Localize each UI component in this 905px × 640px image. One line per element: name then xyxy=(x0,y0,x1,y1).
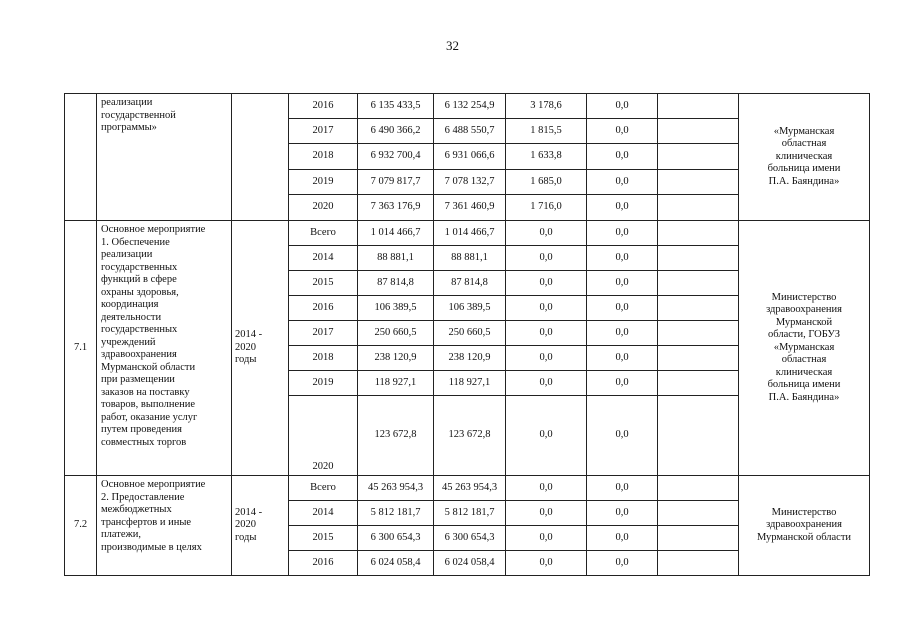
row-number-cell: 7.2 xyxy=(65,476,97,576)
year-cell: 2016 xyxy=(289,551,358,576)
total-cell: 45 263 954,3 xyxy=(358,476,434,501)
regional-budget-cell: 88 881,1 xyxy=(434,246,506,271)
federal-budget-cell: 3 178,6 xyxy=(506,94,587,119)
year-cell: 2019 xyxy=(289,170,358,195)
total-cell: 118 927,1 xyxy=(358,371,434,396)
regional-budget-cell: 123 672,8 xyxy=(434,396,506,476)
other-sources-cell: 0,0 xyxy=(587,94,658,119)
other-sources-cell: 0,0 xyxy=(587,551,658,576)
total-cell: 6 932 700,4 xyxy=(358,144,434,170)
regional-budget-cell: 7 078 132,7 xyxy=(434,170,506,195)
regional-budget-cell: 6 488 550,7 xyxy=(434,119,506,144)
extra-cell xyxy=(658,119,739,144)
year-cell: 2018 xyxy=(289,346,358,371)
year-cell: 2015 xyxy=(289,526,358,551)
executor-cell: Министерство здравоохранения Мурманской области, ГОБУЗ «Мурманская областная клиническая больница имени П.А. Баяндина» xyxy=(739,221,870,476)
total-cell: 88 881,1 xyxy=(358,246,434,271)
extra-cell xyxy=(658,526,739,551)
total-cell: 6 024 058,4 xyxy=(358,551,434,576)
year-cell: 2020 xyxy=(289,396,358,476)
federal-budget-cell: 0,0 xyxy=(506,271,587,296)
other-sources-cell: 0,0 xyxy=(587,476,658,501)
other-sources-cell: 0,0 xyxy=(587,396,658,476)
year-cell: 2017 xyxy=(289,321,358,346)
measure-name-cell: реализации государственной программы» xyxy=(97,94,232,221)
measure-name-cell: Основное мероприятие 2. Предоставление межбюджетных трансфертов и иные платежи, производимые в целях xyxy=(97,476,232,576)
regional-budget-cell: 118 927,1 xyxy=(434,371,506,396)
other-sources-cell: 0,0 xyxy=(587,321,658,346)
other-sources-cell: 0,0 xyxy=(587,221,658,246)
federal-budget-cell: 0,0 xyxy=(506,396,587,476)
extra-cell xyxy=(658,346,739,371)
year-cell: 2016 xyxy=(289,296,358,321)
regional-budget-cell: 1 014 466,7 xyxy=(434,221,506,246)
year-cell: 2018 xyxy=(289,144,358,170)
year-cell: 2019 xyxy=(289,371,358,396)
total-cell: 238 120,9 xyxy=(358,346,434,371)
federal-budget-cell: 0,0 xyxy=(506,346,587,371)
table-row xyxy=(65,94,870,119)
regional-budget-cell: 7 361 460,9 xyxy=(434,195,506,221)
federal-budget-cell: 0,0 xyxy=(506,296,587,321)
extra-cell xyxy=(658,296,739,321)
total-cell: 7 363 176,9 xyxy=(358,195,434,221)
row-number-cell xyxy=(65,94,97,221)
federal-budget-cell: 0,0 xyxy=(506,551,587,576)
table-body xyxy=(65,94,870,576)
federal-budget-cell: 0,0 xyxy=(506,221,587,246)
year-cell: 2017 xyxy=(289,119,358,144)
federal-budget-cell: 0,0 xyxy=(506,321,587,346)
regional-budget-cell: 6 931 066,6 xyxy=(434,144,506,170)
federal-budget-cell: 0,0 xyxy=(506,476,587,501)
total-cell: 6 135 433,5 xyxy=(358,94,434,119)
other-sources-cell: 0,0 xyxy=(587,170,658,195)
total-cell: 123 672,8 xyxy=(358,396,434,476)
term-cell: 2014 - 2020 годы xyxy=(232,221,289,476)
regional-budget-cell: 87 814,8 xyxy=(434,271,506,296)
year-cell: Всего xyxy=(289,221,358,246)
year-cell: 2016 xyxy=(289,94,358,119)
regional-budget-cell: 6 300 654,3 xyxy=(434,526,506,551)
federal-budget-cell: 0,0 xyxy=(506,526,587,551)
extra-cell xyxy=(658,551,739,576)
federal-budget-cell: 1 685,0 xyxy=(506,170,587,195)
extra-cell xyxy=(658,246,739,271)
extra-cell xyxy=(658,221,739,246)
year-cell: Всего xyxy=(289,476,358,501)
other-sources-cell: 0,0 xyxy=(587,346,658,371)
other-sources-cell: 0,0 xyxy=(587,246,658,271)
year-cell: 2014 xyxy=(289,501,358,526)
other-sources-cell: 0,0 xyxy=(587,119,658,144)
other-sources-cell: 0,0 xyxy=(587,144,658,170)
federal-budget-cell: 0,0 xyxy=(506,371,587,396)
table-row xyxy=(65,221,870,246)
extra-cell xyxy=(658,396,739,476)
federal-budget-cell: 1 633,8 xyxy=(506,144,587,170)
regional-budget-cell: 238 120,9 xyxy=(434,346,506,371)
executor-cell: «Мурманская областная клиническая больница имени П.А. Баяндина» xyxy=(739,94,870,221)
total-cell: 1 014 466,7 xyxy=(358,221,434,246)
regional-budget-cell: 6 132 254,9 xyxy=(434,94,506,119)
total-cell: 7 079 817,7 xyxy=(358,170,434,195)
extra-cell xyxy=(658,271,739,296)
extra-cell xyxy=(658,170,739,195)
total-cell: 106 389,5 xyxy=(358,296,434,321)
term-cell: 2014 - 2020 годы xyxy=(232,476,289,576)
total-cell: 6 490 366,2 xyxy=(358,119,434,144)
extra-cell xyxy=(658,476,739,501)
federal-budget-cell: 0,0 xyxy=(506,246,587,271)
extra-cell xyxy=(658,144,739,170)
total-cell: 250 660,5 xyxy=(358,321,434,346)
page-number: 32 xyxy=(446,38,459,53)
executor-cell: Министерство здравоохранения Мурманской области xyxy=(739,476,870,576)
total-cell: 87 814,8 xyxy=(358,271,434,296)
federal-budget-cell: 1 815,5 xyxy=(506,119,587,144)
program-finance-table xyxy=(64,93,870,576)
extra-cell xyxy=(658,94,739,119)
term-cell xyxy=(232,94,289,221)
extra-cell xyxy=(658,501,739,526)
row-number-cell: 7.1 xyxy=(65,221,97,476)
other-sources-cell: 0,0 xyxy=(587,195,658,221)
regional-budget-cell: 5 812 181,7 xyxy=(434,501,506,526)
regional-budget-cell: 106 389,5 xyxy=(434,296,506,321)
regional-budget-cell: 250 660,5 xyxy=(434,321,506,346)
regional-budget-cell: 45 263 954,3 xyxy=(434,476,506,501)
federal-budget-cell: 0,0 xyxy=(506,501,587,526)
table-row xyxy=(65,476,870,501)
other-sources-cell: 0,0 xyxy=(587,501,658,526)
federal-budget-cell: 1 716,0 xyxy=(506,195,587,221)
extra-cell xyxy=(658,195,739,221)
measure-name-cell: Основное мероприятие 1. Обеспечение реализации государственных функций в сфере охраны здоровья, координация деятельности государственных учреждений здравоохранения Мурманской области при размещении заказов на поставку товаров, выполнение работ, оказание услуг путем проведения совместных торгов xyxy=(97,221,232,476)
other-sources-cell: 0,0 xyxy=(587,296,658,321)
total-cell: 5 812 181,7 xyxy=(358,501,434,526)
regional-budget-cell: 6 024 058,4 xyxy=(434,551,506,576)
total-cell: 6 300 654,3 xyxy=(358,526,434,551)
year-cell: 2015 xyxy=(289,271,358,296)
other-sources-cell: 0,0 xyxy=(587,371,658,396)
extra-cell xyxy=(658,321,739,346)
extra-cell xyxy=(658,371,739,396)
year-cell: 2014 xyxy=(289,246,358,271)
other-sources-cell: 0,0 xyxy=(587,271,658,296)
year-cell: 2020 xyxy=(289,195,358,221)
other-sources-cell: 0,0 xyxy=(587,526,658,551)
